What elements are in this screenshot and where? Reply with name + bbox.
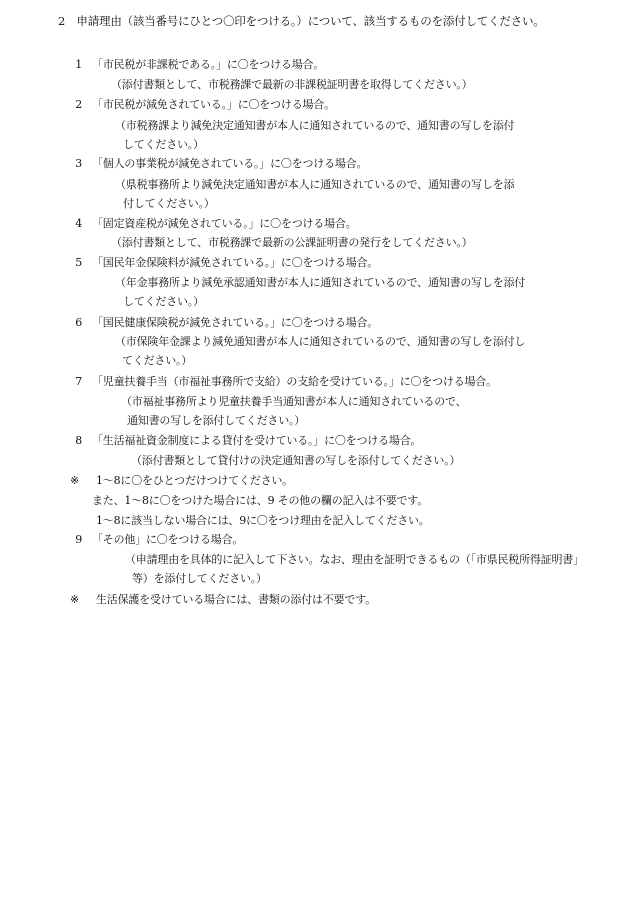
item-title: 「市民税が非課税である。」に〇をつける場合。: [92, 58, 325, 71]
item-title: 「固定資産税が減免されている。」に〇をつける場合。: [92, 217, 357, 230]
note-mark: ※: [70, 593, 80, 606]
note-line: 1～8に該当しない場合には、9に〇をつけ理由を記入してください。: [96, 514, 430, 527]
section-heading: 2 申請理由（該当番号にひとつ〇印をつける。）について、該当するものを添付してください。: [58, 14, 545, 28]
item-number: 7: [75, 375, 82, 388]
item-note-cont: 等）を添付してください。）: [132, 572, 267, 585]
note-mark: ※: [70, 474, 80, 487]
item-title: 「市民税が減免されている。」に〇をつける場合。: [92, 98, 335, 111]
note-line: 1～8に〇をひとつだけつけてください。: [96, 474, 293, 487]
item-note-cont: 付してください。）: [123, 197, 215, 210]
item-number: 3: [75, 157, 82, 170]
item-note: （添付書類として貸付けの決定通知書の写しを添付してください。）: [131, 454, 461, 467]
item-note: （添付書類として、市税務課で最新の公課証明書の発行をしてください。）: [111, 236, 473, 249]
note-line: また、1～8に〇をつけた場合には、9 その他の欄の記入は不要です。: [92, 494, 429, 507]
item-number: 8: [75, 434, 82, 447]
item-number: 6: [75, 316, 82, 329]
item-title: 「児童扶養手当（市福祉事務所で支給）の支給を受けている。」に〇をつける場合。: [92, 375, 497, 388]
item-note-cont: してください。）: [123, 138, 204, 151]
item-title: 「国民年金保険料が減免されている。」に〇をつける場合。: [92, 256, 379, 269]
item-note: （県税事務所より減免決定通知書が本人に通知されているので、通知書の写しを添: [115, 178, 515, 191]
item-number: 1: [75, 58, 82, 71]
item-number: 9: [75, 533, 82, 546]
item-number: 2: [75, 98, 82, 111]
item-number: 5: [75, 256, 82, 269]
item-note: （年金事務所より減免承認通知書が本人に通知されているので、通知書の写しを添付: [115, 276, 526, 289]
item-title: 「生活福祉資金制度による貸付を受けている。」に〇をつける場合。: [92, 434, 422, 447]
item-title: 「その他」に〇をつける場合。: [92, 533, 244, 546]
item-note: （添付書類として、市税務課で最新の非課税証明書を取得してください。）: [111, 78, 473, 91]
note-text: 生活保護を受けている場合には、書類の添付は不要です。: [96, 593, 376, 606]
item-note: （市税務課より減免決定通知書が本人に通知されているので、通知書の写しを添付: [115, 119, 515, 132]
item-number: 4: [75, 217, 82, 230]
item-title: 「国民健康保険税が減免されている。」に〇をつける場合。: [92, 316, 379, 329]
item-title: 「個人の事業税が減免されている。」に〇をつける場合。: [92, 157, 368, 170]
item-note-cont: てください。）: [122, 354, 193, 367]
item-note: （市保険年金課より減免通知書が本人に通知されているので、通知書の写しを添付し: [115, 335, 526, 348]
item-note-cont: してください。）: [123, 295, 204, 308]
item-note: （市福祉事務所より児童扶養手当通知書が本人に通知されているので、: [121, 395, 467, 408]
item-note: （申請理由を具体的に記入して下さい。なお、理由を証明できるもの（「市県民税所得証明書」: [125, 553, 584, 566]
item-note-cont: 通知書の写しを添付してください。）: [127, 414, 306, 427]
